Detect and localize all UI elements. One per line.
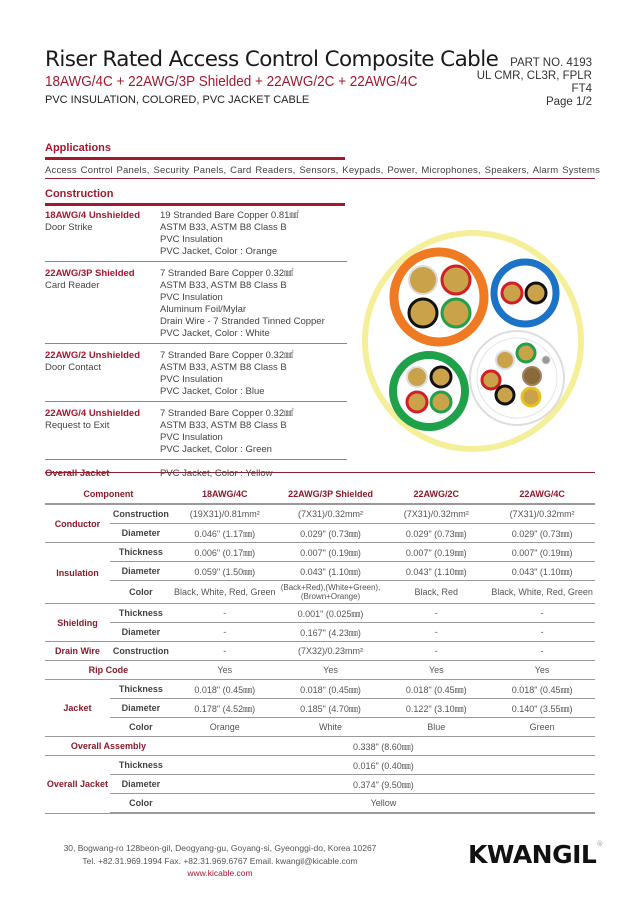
row-label: Thickness (110, 604, 172, 623)
divider (45, 157, 345, 160)
construction-type: 18AWG/4 Unshielded (45, 210, 141, 221)
table-cell: - (489, 642, 595, 661)
footer-contact (45, 842, 395, 880)
table-cell: - (489, 623, 595, 642)
part-info (477, 57, 592, 109)
ft-rating: FT4 (571, 83, 592, 95)
table-cell: Yes (172, 661, 278, 680)
construction-detail-line: ASTM B33, ASTM B8 Class B (160, 420, 287, 431)
row-label: Diameter (110, 775, 172, 794)
construction-detail-line: 7 Stranded Bare Copper 0.32㎟ (160, 350, 294, 361)
table-cell: (Back+Red),(White+Green), (Brown+Orange) (278, 581, 384, 604)
registered-mark: ® (596, 840, 603, 848)
table-cell: (7X31)/0.32mm² (278, 504, 384, 524)
construction-detail-line: PVC Jacket, Color : White (160, 328, 270, 339)
table-row (45, 737, 595, 756)
row-group-label: Drain Wire (45, 642, 110, 661)
header-column: 18AWG/4C (172, 485, 278, 504)
spec-table (45, 485, 595, 814)
table-cell: 0.043" (1.10㎜) (489, 562, 595, 581)
table-row (45, 543, 595, 562)
page-title: Riser Rated Access Control Composite Cable (45, 47, 499, 72)
row-label: Diameter (110, 699, 172, 718)
row-group-label: Shielding (45, 604, 110, 642)
construction-use: Door Contact (45, 362, 101, 373)
table-cell: (7X31)/0.32mm² (383, 504, 489, 524)
table-cell: 0.029" (0.73㎜) (383, 524, 489, 543)
overall-jacket-label (45, 468, 109, 480)
row-label: Construction (110, 642, 172, 661)
row-label: Thickness (110, 543, 172, 562)
divider (45, 401, 347, 402)
table-row (45, 661, 595, 680)
table-cell: Black, White, Red, Green (489, 581, 595, 604)
construction-details (160, 350, 294, 398)
contact-info: Tel. +82.31.969.1994 Fax. +82.31.969.6767 Email. kwangil@kicable.com (82, 855, 358, 866)
divider (45, 203, 345, 206)
construction-detail-line: PVC Jacket, Color : Orange (160, 246, 278, 257)
table-row (45, 524, 595, 543)
divider (45, 459, 347, 460)
row-group-label: Rip Code (45, 661, 172, 680)
table-cell: 0.185" (4.70㎜) (278, 699, 384, 718)
header-component: Component (45, 485, 172, 504)
construction-detail-line: PVC Insulation (160, 234, 223, 245)
cable-description: PVC INSULATION, COLORED, PVC JACKET CABLE (45, 94, 310, 106)
construction-details (160, 210, 299, 258)
table-cell: Black, Red (383, 581, 489, 604)
divider (45, 261, 347, 262)
table-cell: 0.043" (1.10㎜) (383, 562, 489, 581)
table-cell: 0.018" (0.45㎜) (383, 680, 489, 699)
row-label: Diameter (110, 524, 172, 543)
table-cell: (7X32)/0.23mm² (278, 642, 384, 661)
table-cell: 0.016" (0.40㎜) (172, 756, 595, 775)
website-link[interactable]: www.kicable.com (187, 868, 253, 878)
table-cell: 0.167" (4.23㎜) (278, 623, 384, 642)
construction-detail-line: 7 Stranded Bare Copper 0.32㎟ (160, 268, 294, 279)
table-cell: 0.007" (0.19㎜) (489, 543, 595, 562)
table-cell: 0.122" (3.10㎜) (383, 699, 489, 718)
cable-spec-subtitle: 18AWG/4C + 22AWG/3P Shielded + 22AWG/2C + 22AWG/4C (45, 73, 418, 90)
row-label: Construction (110, 504, 172, 524)
row-label: Diameter (110, 623, 172, 642)
row-label: Diameter (110, 562, 172, 581)
table-row (45, 604, 595, 623)
page-number: Page 1/2 (545, 96, 592, 108)
table-cell: 0.178" (4.52㎜) (172, 699, 278, 718)
row-group-label: Overall Jacket (45, 756, 110, 814)
table-row (45, 623, 595, 642)
table-row (45, 718, 595, 737)
construction-type: 22AWG/2 Unshielded (45, 350, 141, 361)
table-cell: 0.043" (1.10㎜) (278, 562, 384, 581)
construction-details (160, 268, 325, 340)
table-cell: - (172, 623, 278, 642)
table-row (45, 699, 595, 718)
blue-subcable (494, 262, 556, 324)
logo-text: KWANGIL (468, 840, 597, 869)
table-cell: 0.018" (0.45㎜) (278, 680, 384, 699)
construction-details (160, 408, 294, 456)
table-cell: 0.006" (0.17㎜) (172, 543, 278, 562)
construction-detail-line: PVC Insulation (160, 292, 223, 303)
table-row (45, 756, 595, 775)
table-row (45, 794, 595, 814)
white-shielded-subcable (470, 331, 564, 425)
construction-item-label (45, 268, 135, 292)
overall-jacket-label-text: Overall Jacket (45, 468, 110, 479)
construction-item-label (45, 408, 140, 432)
row-label: Color (110, 581, 172, 604)
construction-use: Door Strike (45, 222, 93, 233)
table-row (45, 581, 595, 604)
header-column: 22AWG/4C (489, 485, 595, 504)
applications-heading: Applications (45, 142, 112, 154)
construction-detail-line: PVC Insulation (160, 432, 223, 443)
table-cell: Orange (172, 718, 278, 737)
table-cell: Yellow (172, 794, 595, 814)
table-cell: (7X31)/0.32mm² (489, 504, 595, 524)
table-row (45, 562, 595, 581)
table-cell: - (172, 604, 278, 623)
table-cell: Black, White, Red, Green (172, 581, 278, 604)
construction-detail-line: PVC Jacket, Color : Green (160, 444, 272, 455)
table-cell: - (489, 604, 595, 623)
ratings: UL CMR, CL3R, FPLR (476, 70, 592, 82)
row-group-label: Insulation (45, 543, 110, 604)
construction-detail-line: ASTM B33, ASTM B8 Class B (160, 222, 287, 233)
construction-detail-line: ASTM B33, ASTM B8 Class B (160, 362, 287, 373)
construction-detail-line: ASTM B33, ASTM B8 Class B (160, 280, 287, 291)
construction-heading: Construction (45, 188, 114, 200)
construction-use: Card Reader (45, 280, 100, 291)
table-cell: White (278, 718, 384, 737)
table-cell: 0.046" (1.17㎜) (172, 524, 278, 543)
table-cell: - (383, 604, 489, 623)
construction-item-label (45, 210, 140, 234)
table-cell: 0.007" (0.19㎜) (383, 543, 489, 562)
divider (45, 472, 595, 473)
construction-detail-line: PVC Jacket, Color : Blue (160, 386, 265, 397)
table-cell: 0.018" (0.45㎜) (172, 680, 278, 699)
construction-type: 22AWG/4 Unshielded (45, 408, 141, 419)
row-label: Color (110, 718, 172, 737)
row-group-label: Conductor (45, 504, 110, 543)
table-cell: Blue (383, 718, 489, 737)
table-cell: 0.018" (0.45㎜) (489, 680, 595, 699)
table-cell: 0.029" (0.73㎜) (278, 524, 384, 543)
row-group-label: Overall Assembly (45, 737, 172, 756)
construction-detail-line: Drain Wire - 7 Stranded Tinned Copper (160, 316, 325, 327)
header-column: 22AWG/3P Shielded (278, 485, 384, 504)
construction-detail-line: 19 Stranded Bare Copper 0.81㎟ (160, 210, 299, 221)
green-subcable (393, 355, 465, 427)
construction-detail-line: PVC Insulation (160, 374, 223, 385)
table-row (45, 775, 595, 794)
table-cell: 0.140" (3.55㎜) (489, 699, 595, 718)
divider (45, 178, 595, 179)
table-cell: (19X31)/0.81mm² (172, 504, 278, 524)
table-row (45, 680, 595, 699)
table-cell: - (172, 642, 278, 661)
table-cell: Green (489, 718, 595, 737)
table-cell: 0.059" (1.50㎜) (172, 562, 278, 581)
address: 30, Bogwang-ro 128beon-gil, Deogyang-gu, Goyang-si, Gyeonggi-do, Korea 10267 (63, 843, 377, 853)
construction-detail-line: Aluminum Foil/Mylar (160, 304, 247, 315)
header-column: 22AWG/2C (383, 485, 489, 504)
table-cell: - (383, 642, 489, 661)
construction-detail-line: 7 Stranded Bare Copper 0.32㎟ (160, 408, 294, 419)
part-number: PART NO. 4193 (510, 57, 592, 69)
row-label: Thickness (110, 680, 172, 699)
table-cell: Yes (489, 661, 595, 680)
overall-jacket-value: PVC Jacket, Color : Yellow (160, 468, 273, 479)
table-row (45, 642, 595, 661)
table-row (45, 504, 595, 524)
construction-use: Request to Exit (45, 420, 110, 431)
table-header-row (45, 485, 595, 504)
applications-text: Access Control Panels, Security Panels, Card Readers, Sensors, Keypads, Power, Microphones, Speakers, Alarm Systems (45, 165, 601, 176)
row-label: Thickness (110, 756, 172, 775)
table-cell: Yes (383, 661, 489, 680)
table-cell: 0.001" (0.025㎜) (278, 604, 384, 623)
table-cell: 0.338" (8.60㎜) (172, 737, 595, 756)
table-cell: 0.007" (0.19㎜) (278, 543, 384, 562)
row-label: Color (110, 794, 172, 814)
kwangil-logo (468, 840, 603, 869)
row-group-label: Jacket (45, 680, 110, 737)
cable-cross-section (355, 205, 605, 475)
table-cell: Yes (278, 661, 384, 680)
construction-type: 22AWG/3P Shielded (45, 268, 135, 279)
table-cell: - (383, 623, 489, 642)
divider (45, 343, 347, 344)
table-cell: 0.374" (9.50㎜) (172, 775, 595, 794)
table-cell: 0.029" (0.73㎜) (489, 524, 595, 543)
orange-subcable (394, 252, 484, 342)
construction-item-label (45, 350, 140, 374)
